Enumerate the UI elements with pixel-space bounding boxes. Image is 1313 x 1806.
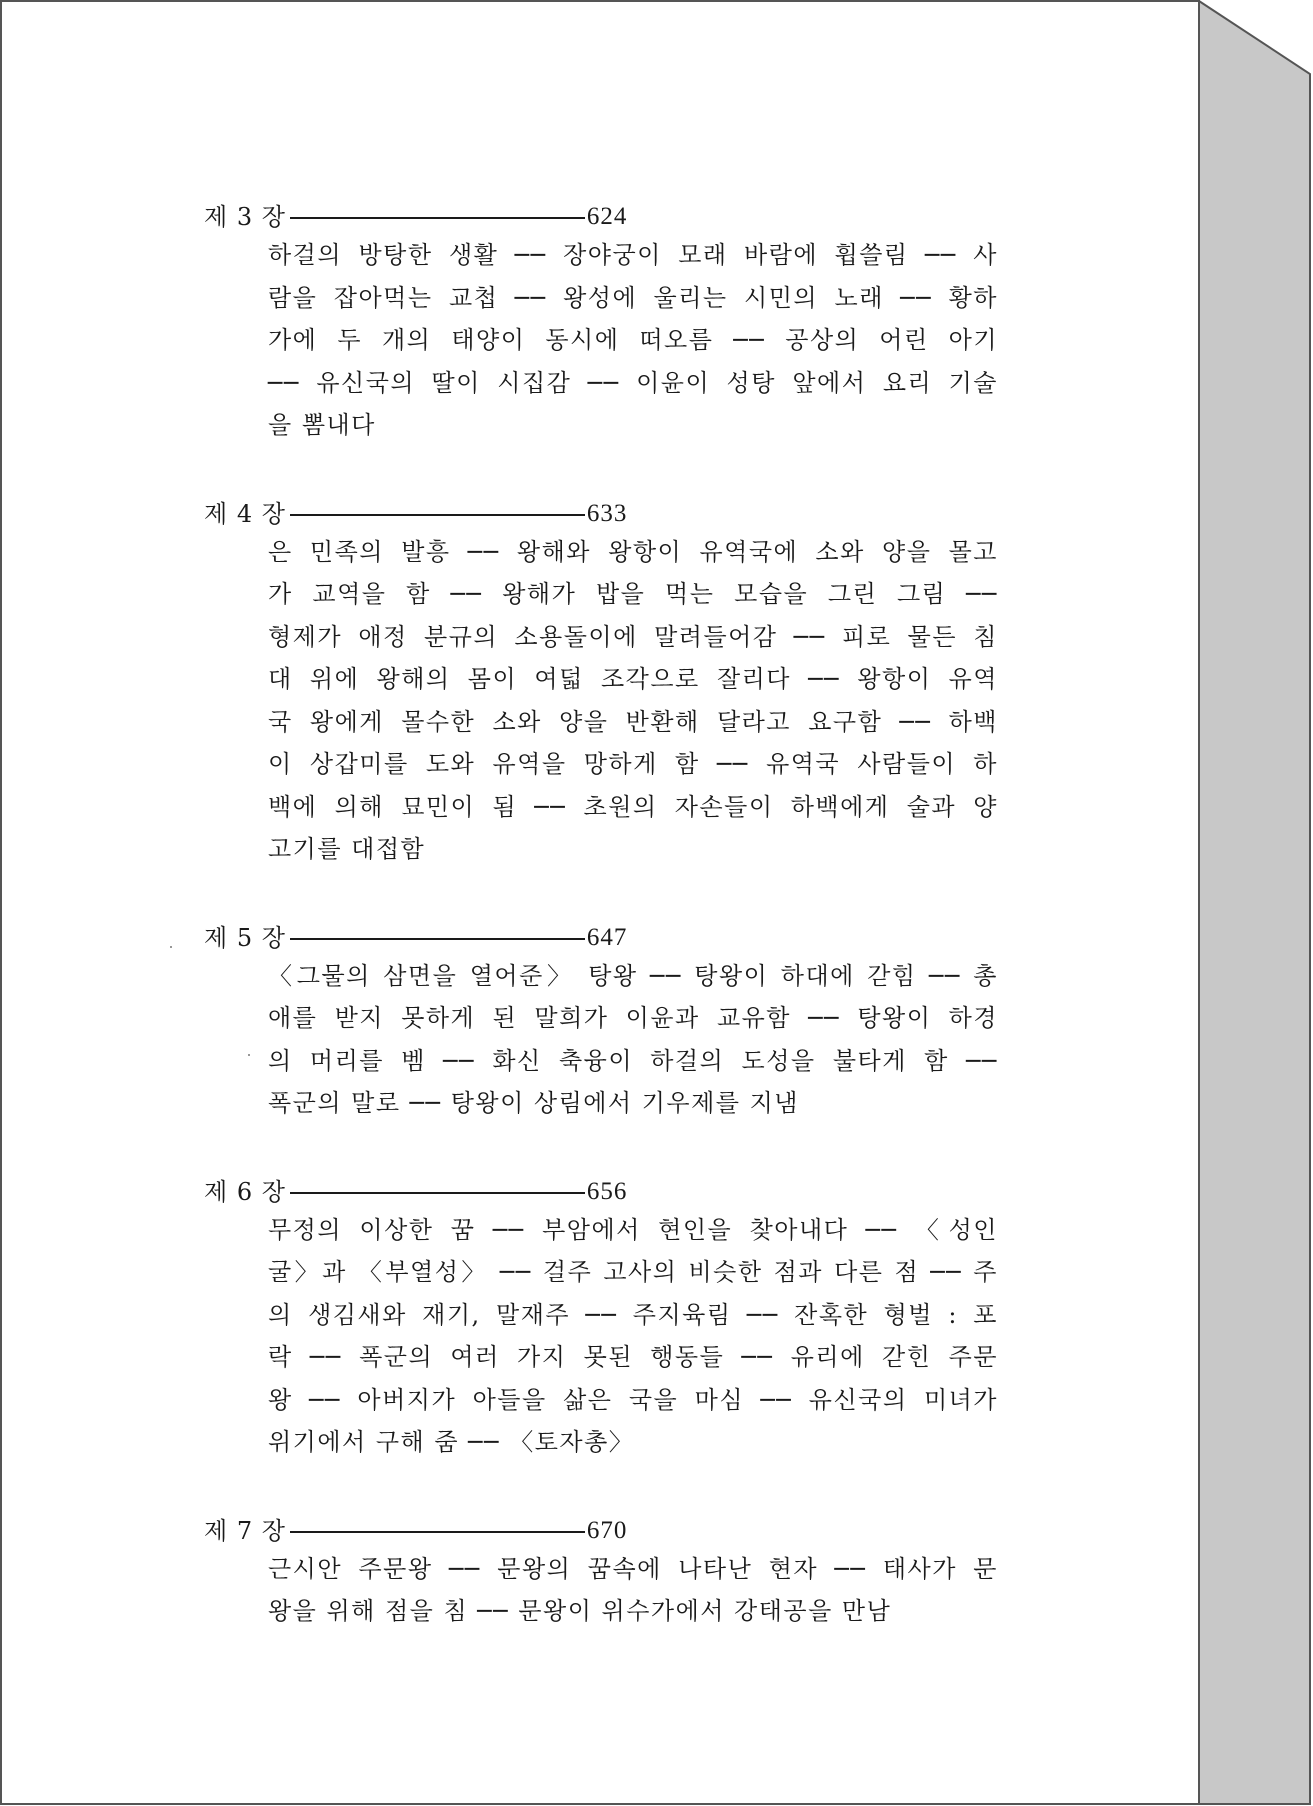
summary-line: 람을 잡아먹는 교첩 ── 왕성에 울리는 시민의 노래 ── 황하 [268, 283, 998, 312]
summary-line: 위기에서 구해 줌 ── 〈토자총〉 [268, 1428, 635, 1456]
summary-line: 이 상갑미를 도와 유역을 망하게 함 ── 유역국 사람들이 하 [268, 750, 998, 778]
chapter-summary [268, 531, 998, 871]
chapter-title: 제 3 장 [204, 203, 286, 231]
chapter-entry [204, 497, 1004, 871]
summary-line: 을 뽐내다 [268, 411, 376, 439]
chapter-entry [204, 1175, 1004, 1464]
summary-line: 의 생김새와 재기, 말재주 ── 주지육림 ── 잔혹한 형벌 : 포 [268, 1300, 998, 1329]
leader-line [290, 1531, 585, 1533]
chapter-title: 제 4 장 [204, 499, 286, 528]
leader-line [290, 217, 585, 219]
summary-line: 형제가 애정 분규의 소용돌이에 말려들어감 ── 피로 물든 침 [268, 622, 998, 651]
summary-line: 가 교역을 함 ── 왕해가 밥을 먹는 모습을 그린 그림 ── [268, 580, 998, 608]
table-of-contents [204, 200, 1004, 1683]
speck [170, 946, 172, 948]
leader-line [290, 514, 585, 516]
summary-line: 의 머리를 벰 ── 화신 축융이 하걸의 도성을 불타게 함 ── [268, 1046, 998, 1075]
chapter-summary [268, 234, 998, 447]
chapter-entry [204, 1514, 1004, 1633]
summary-line: ── 유신국의 딸이 시집감 ── 이윤이 성탕 앞에서 요리 기술 [268, 368, 998, 397]
chapter-entry [204, 200, 1004, 447]
chapter-heading [204, 1175, 1004, 1209]
summary-line: 하걸의 방탕한 생활 ── 장야궁이 모래 바람에 휩쓸림 ── 사 [268, 241, 998, 269]
chapter-title: 제 5 장 [204, 923, 286, 952]
chapter-title: 제 7 장 [204, 1516, 286, 1545]
chapter-summary [268, 1548, 998, 1633]
leader-line [290, 938, 585, 940]
summary-line: 국 왕에게 몰수한 소와 양을 반환해 달라고 요구함 ── 하백 [268, 707, 998, 736]
summary-line: 백에 의해 묘민이 됨 ── 초원의 자손들이 하백에게 술과 양 [268, 792, 998, 821]
summary-line: 고기를 대접함 [268, 835, 426, 863]
summary-line: 폭군의 말로 ── 탕왕이 상림에서 기우제를 지냄 [268, 1089, 799, 1117]
chapter-page-number: 647 [586, 923, 628, 951]
chapter-summary [268, 955, 998, 1125]
summary-line: 왕을 위해 점을 침 ── 문왕이 위수가에서 강태공을 만남 [268, 1597, 892, 1625]
chapter-entry [204, 921, 1004, 1125]
chapter-title: 제 6 장 [204, 1177, 286, 1206]
summary-line: 애를 받지 못하게 된 말희가 이윤과 교유함 ── 탕왕이 하경 [268, 1004, 998, 1032]
summary-line: 은 민족의 발흥 ── 왕해와 왕항이 유역국에 소와 양을 몰고 [268, 537, 998, 566]
chapter-page-number: 624 [586, 203, 628, 230]
summary-line: 〈그물의 삼면을 열어준〉 탕왕 ── 탕왕이 하대에 갇힘 ── 총 [268, 961, 998, 990]
chapter-heading [204, 1514, 1004, 1548]
summary-line: 근시안 주문왕 ── 문왕의 꿈속에 나타난 현자 ── 태사가 문 [268, 1554, 998, 1583]
summary-line: 굴〉과 〈부열성〉 ── 걸주 고사의 비슷한 점과 다른 점 ── 주 [268, 1258, 998, 1286]
chapter-heading [204, 497, 1004, 531]
chapter-summary [268, 1209, 998, 1464]
summary-line: 락 ── 폭군의 여러 가지 못된 행동들 ── 유리에 갇힌 주문 [268, 1343, 998, 1371]
chapter-heading [204, 921, 1004, 955]
summary-line: 왕 ── 아버지가 아들을 삶은 국을 마심 ── 유신국의 미녀가 [268, 1385, 998, 1414]
summary-line: 가에 두 개의 태양이 동시에 떠오름 ── 공상의 어린 아기 [268, 326, 998, 354]
chapter-page-number: 633 [586, 499, 628, 527]
fore-edge [1199, 1, 1310, 1804]
summary-line: 대 위에 왕해의 몸이 여덟 조각으로 잘리다 ── 왕항이 유역 [268, 665, 998, 693]
chapter-page-number: 670 [586, 1516, 628, 1544]
leader-line [290, 1192, 585, 1194]
chapter-page-number: 656 [586, 1177, 628, 1205]
summary-line: 무정의 이상한 꿈 ── 부암에서 현인을 찾아내다 ── 〈성인 [268, 1215, 998, 1244]
chapter-heading [204, 200, 1004, 234]
